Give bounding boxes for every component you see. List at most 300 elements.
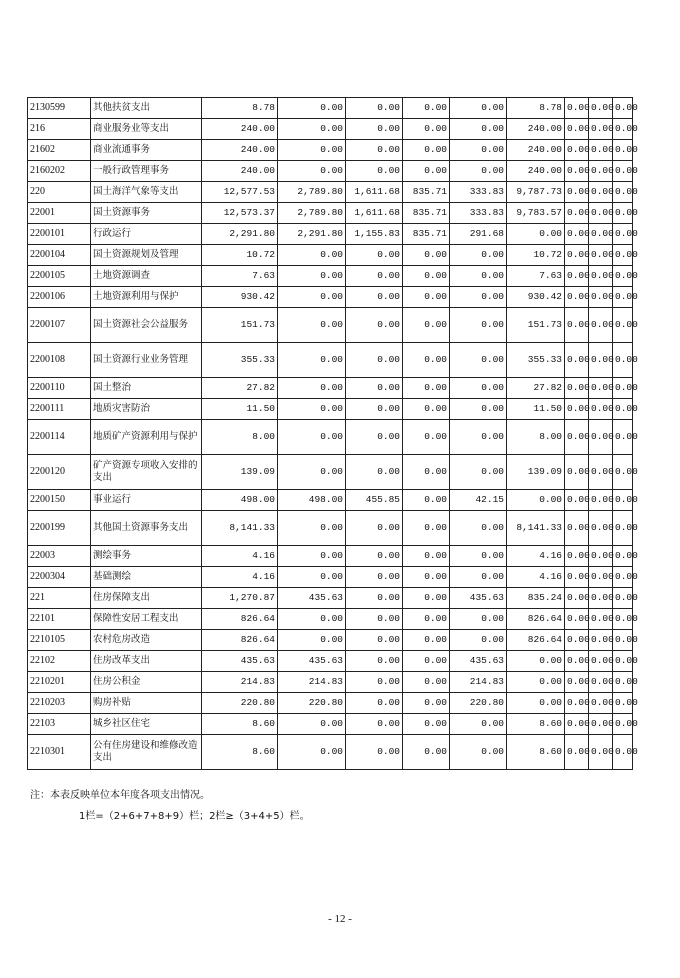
amount-cell-col-8: 0.00 <box>589 420 613 455</box>
table-row <box>28 511 633 546</box>
amount-cell-col-2: 214.83 <box>278 672 346 693</box>
subject-code: 2210203 <box>28 693 91 714</box>
amount-cell-col-4: 0.00 <box>403 287 450 308</box>
subject-name: 国土整治 <box>91 378 202 399</box>
amount-cell-col-3: 0.00 <box>346 567 403 588</box>
amount-cell-col-9: 0.00 <box>613 735 633 770</box>
amount-cell-col-9: 0.00 <box>613 119 633 140</box>
amount-cell-col-4: 0.00 <box>403 378 450 399</box>
amount-cell-col-9: 0.00 <box>613 651 633 672</box>
amount-cell-col-5: 435.63 <box>450 651 507 672</box>
amount-cell-col-1: 8.78 <box>202 98 278 119</box>
amount-cell-col-9: 0.00 <box>613 511 633 546</box>
amount-cell-col-1: 240.00 <box>202 161 278 182</box>
amount-cell-col-2: 435.63 <box>278 588 346 609</box>
subject-name: 购房补贴 <box>91 693 202 714</box>
subject-name: 基础测绘 <box>91 567 202 588</box>
amount-cell-col-6: 9,787.73 <box>507 182 565 203</box>
table-row <box>28 588 633 609</box>
amount-cell-col-4: 0.00 <box>403 546 450 567</box>
subject-name: 行政运行 <box>91 224 202 245</box>
amount-cell-col-8: 0.00 <box>589 609 613 630</box>
table-row <box>28 420 633 455</box>
table-row <box>28 161 633 182</box>
amount-cell-col-6: 0.00 <box>507 224 565 245</box>
amount-cell-col-3: 0.00 <box>346 308 403 343</box>
amount-cell-col-1: 355.33 <box>202 343 278 378</box>
amount-cell-col-2: 0.00 <box>278 511 346 546</box>
amount-cell-col-4: 0.00 <box>403 140 450 161</box>
subject-name: 国土资源行业业务管理 <box>91 343 202 378</box>
amount-cell-col-7: 0.00 <box>565 98 589 119</box>
table-row <box>28 224 633 245</box>
amount-cell-col-5: 0.00 <box>450 161 507 182</box>
table-row <box>28 287 633 308</box>
amount-cell-col-2: 2,291.80 <box>278 224 346 245</box>
amount-cell-col-7: 0.00 <box>565 245 589 266</box>
amount-cell-col-6: 0.00 <box>507 490 565 511</box>
amount-cell-col-5: 333.83 <box>450 203 507 224</box>
amount-cell-col-5: 0.00 <box>450 308 507 343</box>
subject-code: 2200120 <box>28 455 91 490</box>
amount-cell-col-1: 10.72 <box>202 245 278 266</box>
amount-cell-col-7: 0.00 <box>565 455 589 490</box>
amount-cell-col-6: 0.00 <box>507 651 565 672</box>
amount-cell-col-8: 0.00 <box>589 98 613 119</box>
amount-cell-col-9: 0.00 <box>613 266 633 287</box>
amount-cell-col-4: 0.00 <box>403 672 450 693</box>
amount-cell-col-6: 4.16 <box>507 546 565 567</box>
subject-code: 2200101 <box>28 224 91 245</box>
subject-code: 2200108 <box>28 343 91 378</box>
amount-cell-col-1: 930.42 <box>202 287 278 308</box>
amount-cell-col-7: 0.00 <box>565 714 589 735</box>
subject-name: 住房保障支出 <box>91 588 202 609</box>
amount-cell-col-4: 835.71 <box>403 203 450 224</box>
amount-cell-col-2: 0.00 <box>278 287 346 308</box>
subject-code: 2200114 <box>28 420 91 455</box>
amount-cell-col-9: 0.00 <box>613 203 633 224</box>
table-row <box>28 693 633 714</box>
amount-cell-col-2: 0.00 <box>278 455 346 490</box>
amount-cell-col-8: 0.00 <box>589 161 613 182</box>
amount-cell-col-8: 0.00 <box>589 735 613 770</box>
amount-cell-col-8: 0.00 <box>589 588 613 609</box>
amount-cell-col-1: 8.60 <box>202 714 278 735</box>
amount-cell-col-4: 0.00 <box>403 511 450 546</box>
subject-code: 21602 <box>28 140 91 161</box>
amount-cell-col-9: 0.00 <box>613 308 633 343</box>
amount-cell-col-2: 498.00 <box>278 490 346 511</box>
amount-cell-col-1: 826.64 <box>202 630 278 651</box>
amount-cell-col-6: 8.00 <box>507 420 565 455</box>
amount-cell-col-2: 2,789.80 <box>278 182 346 203</box>
subject-name: 地质矿产资源利用与保护 <box>91 420 202 455</box>
amount-cell-col-9: 0.00 <box>613 490 633 511</box>
subject-name: 其他扶贫支出 <box>91 98 202 119</box>
amount-cell-col-5: 220.80 <box>450 693 507 714</box>
amount-cell-col-9: 0.00 <box>613 343 633 378</box>
amount-cell-col-5: 0.00 <box>450 98 507 119</box>
subject-code: 22102 <box>28 651 91 672</box>
amount-cell-col-8: 0.00 <box>589 546 613 567</box>
amount-cell-col-4: 0.00 <box>403 343 450 378</box>
amount-cell-col-3: 0.00 <box>346 161 403 182</box>
table-row <box>28 98 633 119</box>
amount-cell-col-2: 0.00 <box>278 567 346 588</box>
amount-cell-col-3: 0.00 <box>346 546 403 567</box>
amount-cell-col-8: 0.00 <box>589 378 613 399</box>
amount-cell-col-8: 0.00 <box>589 343 613 378</box>
amount-cell-col-7: 0.00 <box>565 161 589 182</box>
table-row <box>28 266 633 287</box>
amount-cell-col-5: 0.00 <box>450 609 507 630</box>
amount-cell-col-7: 0.00 <box>565 567 589 588</box>
amount-cell-col-9: 0.00 <box>613 588 633 609</box>
amount-cell-col-4: 0.00 <box>403 455 450 490</box>
amount-cell-col-2: 0.00 <box>278 378 346 399</box>
amount-cell-col-5: 0.00 <box>450 735 507 770</box>
amount-cell-col-4: 0.00 <box>403 98 450 119</box>
amount-cell-col-9: 0.00 <box>613 567 633 588</box>
amount-cell-col-8: 0.00 <box>589 511 613 546</box>
amount-cell-col-4: 0.00 <box>403 735 450 770</box>
amount-cell-col-3: 0.00 <box>346 245 403 266</box>
subject-code: 2200106 <box>28 287 91 308</box>
amount-cell-col-6: 835.24 <box>507 588 565 609</box>
amount-cell-col-8: 0.00 <box>589 455 613 490</box>
amount-cell-col-2: 0.00 <box>278 420 346 455</box>
table-row <box>28 343 633 378</box>
amount-cell-col-6: 240.00 <box>507 140 565 161</box>
amount-cell-col-9: 0.00 <box>613 161 633 182</box>
amount-cell-col-2: 0.00 <box>278 609 346 630</box>
amount-cell-col-4: 835.71 <box>403 182 450 203</box>
amount-cell-col-4: 0.00 <box>403 567 450 588</box>
amount-cell-col-5: 0.00 <box>450 266 507 287</box>
subject-name: 农村危房改造 <box>91 630 202 651</box>
table-row <box>28 490 633 511</box>
amount-cell-col-2: 0.00 <box>278 98 346 119</box>
amount-cell-col-4: 0.00 <box>403 630 450 651</box>
page-number: - 12 - <box>328 913 352 925</box>
subject-code: 22003 <box>28 546 91 567</box>
amount-cell-col-7: 0.00 <box>565 308 589 343</box>
amount-cell-col-6: 240.00 <box>507 119 565 140</box>
amount-cell-col-8: 0.00 <box>589 308 613 343</box>
amount-cell-col-9: 0.00 <box>613 714 633 735</box>
amount-cell-col-7: 0.00 <box>565 609 589 630</box>
table-note: 注：本表反映单位本年度各项支出情况。 <box>30 790 210 801</box>
amount-cell-col-4: 0.00 <box>403 714 450 735</box>
amount-cell-col-8: 0.00 <box>589 672 613 693</box>
amount-cell-col-8: 0.00 <box>589 119 613 140</box>
amount-cell-col-3: 0.00 <box>346 714 403 735</box>
amount-cell-col-7: 0.00 <box>565 182 589 203</box>
amount-cell-col-6: 9,783.57 <box>507 203 565 224</box>
amount-cell-col-2: 0.00 <box>278 161 346 182</box>
subject-name: 土地资源调查 <box>91 266 202 287</box>
amount-cell-col-9: 0.00 <box>613 224 633 245</box>
amount-cell-col-4: 0.00 <box>403 119 450 140</box>
amount-cell-col-5: 0.00 <box>450 714 507 735</box>
amount-cell-col-5: 0.00 <box>450 511 507 546</box>
subject-code: 22001 <box>28 203 91 224</box>
subject-name: 商业服务业等支出 <box>91 119 202 140</box>
amount-cell-col-1: 7.63 <box>202 266 278 287</box>
subject-code: 22101 <box>28 609 91 630</box>
table-row <box>28 672 633 693</box>
amount-cell-col-7: 0.00 <box>565 119 589 140</box>
amount-cell-col-1: 498.00 <box>202 490 278 511</box>
amount-cell-col-3: 0.00 <box>346 511 403 546</box>
amount-cell-col-1: 2,291.80 <box>202 224 278 245</box>
amount-cell-col-7: 0.00 <box>565 224 589 245</box>
amount-cell-col-9: 0.00 <box>613 672 633 693</box>
subject-name: 国土资源规划及管理 <box>91 245 202 266</box>
amount-cell-col-8: 0.00 <box>589 630 613 651</box>
subject-name: 一般行政管理事务 <box>91 161 202 182</box>
subject-code: 2210105 <box>28 630 91 651</box>
amount-cell-col-5: 333.83 <box>450 182 507 203</box>
subject-name: 事业运行 <box>91 490 202 511</box>
amount-cell-col-6: 7.63 <box>507 266 565 287</box>
amount-cell-col-7: 0.00 <box>565 266 589 287</box>
amount-cell-col-5: 0.00 <box>450 399 507 420</box>
amount-cell-col-2: 0.00 <box>278 140 346 161</box>
amount-cell-col-5: 435.63 <box>450 588 507 609</box>
amount-cell-col-5: 42.15 <box>450 490 507 511</box>
amount-cell-col-3: 0.00 <box>346 119 403 140</box>
amount-cell-col-4: 0.00 <box>403 399 450 420</box>
amount-cell-col-7: 0.00 <box>565 420 589 455</box>
table-row <box>28 714 633 735</box>
amount-cell-col-6: 8.60 <box>507 714 565 735</box>
amount-cell-col-1: 139.09 <box>202 455 278 490</box>
amount-cell-col-7: 0.00 <box>565 630 589 651</box>
amount-cell-col-2: 0.00 <box>278 119 346 140</box>
amount-cell-col-3: 0.00 <box>346 693 403 714</box>
amount-cell-col-6: 0.00 <box>507 672 565 693</box>
amount-cell-col-7: 0.00 <box>565 203 589 224</box>
amount-cell-col-1: 8.60 <box>202 735 278 770</box>
amount-cell-col-7: 0.00 <box>565 511 589 546</box>
subject-code: 2200107 <box>28 308 91 343</box>
amount-cell-col-2: 0.00 <box>278 546 346 567</box>
subject-code: 2200111 <box>28 399 91 420</box>
amount-cell-col-8: 0.00 <box>589 140 613 161</box>
amount-cell-col-8: 0.00 <box>589 245 613 266</box>
amount-cell-col-2: 0.00 <box>278 343 346 378</box>
subject-name: 其他国土资源事务支出 <box>91 511 202 546</box>
subject-code: 2200104 <box>28 245 91 266</box>
table-row <box>28 735 633 770</box>
subject-name: 住房公积金 <box>91 672 202 693</box>
subject-code: 2200304 <box>28 567 91 588</box>
amount-cell-col-1: 220.80 <box>202 693 278 714</box>
amount-cell-col-4: 0.00 <box>403 245 450 266</box>
amount-cell-col-3: 0.00 <box>346 266 403 287</box>
amount-cell-col-8: 0.00 <box>589 651 613 672</box>
table-row <box>28 182 633 203</box>
subject-name: 地质灾害防治 <box>91 399 202 420</box>
amount-cell-col-2: 220.80 <box>278 693 346 714</box>
amount-cell-col-4: 0.00 <box>403 693 450 714</box>
amount-cell-col-3: 0.00 <box>346 98 403 119</box>
amount-cell-col-3: 0.00 <box>346 378 403 399</box>
subject-code: 2200105 <box>28 266 91 287</box>
amount-cell-col-3: 0.00 <box>346 420 403 455</box>
amount-cell-col-5: 0.00 <box>450 420 507 455</box>
amount-cell-col-8: 0.00 <box>589 203 613 224</box>
subject-name: 公有住房建设和维修改造支出 <box>91 735 202 770</box>
amount-cell-col-6: 27.82 <box>507 378 565 399</box>
amount-cell-col-3: 0.00 <box>346 651 403 672</box>
amount-cell-col-7: 0.00 <box>565 735 589 770</box>
amount-cell-col-1: 11.50 <box>202 399 278 420</box>
subject-name: 土地资源利用与保护 <box>91 287 202 308</box>
amount-cell-col-3: 0.00 <box>346 588 403 609</box>
amount-cell-col-1: 4.16 <box>202 546 278 567</box>
amount-cell-col-6: 826.64 <box>507 609 565 630</box>
amount-cell-col-1: 435.63 <box>202 651 278 672</box>
amount-cell-col-3: 0.00 <box>346 399 403 420</box>
amount-cell-col-2: 0.00 <box>278 735 346 770</box>
amount-cell-col-5: 291.68 <box>450 224 507 245</box>
amount-cell-col-7: 0.00 <box>565 588 589 609</box>
amount-cell-col-6: 8.78 <box>507 98 565 119</box>
amount-cell-col-5: 0.00 <box>450 245 507 266</box>
amount-cell-col-5: 0.00 <box>450 567 507 588</box>
table-row <box>28 378 633 399</box>
subject-code: 2160202 <box>28 161 91 182</box>
amount-cell-col-6: 355.33 <box>507 343 565 378</box>
amount-cell-col-4: 0.00 <box>403 266 450 287</box>
table-row <box>28 119 633 140</box>
amount-cell-col-1: 240.00 <box>202 119 278 140</box>
table-row <box>28 399 633 420</box>
amount-cell-col-5: 0.00 <box>450 455 507 490</box>
amount-cell-col-1: 151.73 <box>202 308 278 343</box>
amount-cell-col-9: 0.00 <box>613 609 633 630</box>
amount-cell-col-9: 0.00 <box>613 378 633 399</box>
amount-cell-col-3: 0.00 <box>346 672 403 693</box>
amount-cell-col-4: 0.00 <box>403 308 450 343</box>
subject-name: 国土资源社会公益服务 <box>91 308 202 343</box>
subject-code: 2200199 <box>28 511 91 546</box>
amount-cell-col-6: 8,141.33 <box>507 511 565 546</box>
subject-code: 2210201 <box>28 672 91 693</box>
amount-cell-col-8: 0.00 <box>589 182 613 203</box>
amount-cell-col-6: 930.42 <box>507 287 565 308</box>
amount-cell-col-9: 0.00 <box>613 546 633 567</box>
amount-cell-col-4: 0.00 <box>403 490 450 511</box>
amount-cell-col-6: 10.72 <box>507 245 565 266</box>
amount-cell-col-6: 151.73 <box>507 308 565 343</box>
amount-cell-col-3: 1,155.83 <box>346 224 403 245</box>
amount-cell-col-3: 1,611.68 <box>346 203 403 224</box>
amount-cell-col-7: 0.00 <box>565 672 589 693</box>
subject-code: 22103 <box>28 714 91 735</box>
table-row <box>28 203 633 224</box>
amount-cell-col-9: 0.00 <box>613 399 633 420</box>
amount-cell-col-3: 0.00 <box>346 609 403 630</box>
table-row <box>28 630 633 651</box>
amount-cell-col-3: 0.00 <box>346 455 403 490</box>
amount-cell-col-3: 0.00 <box>346 735 403 770</box>
expenditure-table <box>27 97 638 770</box>
amount-cell-col-3: 1,611.68 <box>346 182 403 203</box>
amount-cell-col-3: 0.00 <box>346 140 403 161</box>
amount-cell-col-8: 0.00 <box>589 266 613 287</box>
amount-cell-col-1: 8.00 <box>202 420 278 455</box>
amount-cell-col-4: 0.00 <box>403 161 450 182</box>
amount-cell-col-9: 0.00 <box>613 287 633 308</box>
amount-cell-col-4: 0.00 <box>403 651 450 672</box>
amount-cell-col-2: 0.00 <box>278 245 346 266</box>
subject-code: 220 <box>28 182 91 203</box>
table-row <box>28 567 633 588</box>
table-row <box>28 651 633 672</box>
table-row <box>28 140 633 161</box>
amount-cell-col-6: 139.09 <box>507 455 565 490</box>
amount-cell-col-3: 455.85 <box>346 490 403 511</box>
amount-cell-col-3: 0.00 <box>346 343 403 378</box>
amount-cell-col-7: 0.00 <box>565 343 589 378</box>
subject-name: 国土资源事务 <box>91 203 202 224</box>
amount-cell-col-8: 0.00 <box>589 287 613 308</box>
amount-cell-col-6: 240.00 <box>507 161 565 182</box>
amount-cell-col-7: 0.00 <box>565 140 589 161</box>
amount-cell-col-2: 0.00 <box>278 630 346 651</box>
amount-cell-col-2: 0.00 <box>278 399 346 420</box>
amount-cell-col-9: 0.00 <box>613 455 633 490</box>
subject-code: 216 <box>28 119 91 140</box>
amount-cell-col-6: 8.60 <box>507 735 565 770</box>
amount-cell-col-8: 0.00 <box>589 567 613 588</box>
amount-cell-col-7: 0.00 <box>565 546 589 567</box>
column-formula-note: 1栏=（2+6+7+8+9）栏；2栏≥（3+4+5）栏。 <box>79 811 310 822</box>
amount-cell-col-2: 2,789.80 <box>278 203 346 224</box>
amount-cell-col-9: 0.00 <box>613 630 633 651</box>
amount-cell-col-4: 0.00 <box>403 420 450 455</box>
subject-name: 住房改革支出 <box>91 651 202 672</box>
amount-cell-col-2: 435.63 <box>278 651 346 672</box>
amount-cell-col-8: 0.00 <box>589 224 613 245</box>
amount-cell-col-3: 0.00 <box>346 287 403 308</box>
amount-cell-col-1: 27.82 <box>202 378 278 399</box>
table-row <box>28 308 633 343</box>
amount-cell-col-5: 0.00 <box>450 343 507 378</box>
amount-cell-col-8: 0.00 <box>589 490 613 511</box>
subject-name: 商业流通事务 <box>91 140 202 161</box>
amount-cell-col-8: 0.00 <box>589 693 613 714</box>
subject-code: 2200150 <box>28 490 91 511</box>
amount-cell-col-7: 0.00 <box>565 378 589 399</box>
amount-cell-col-7: 0.00 <box>565 287 589 308</box>
amount-cell-col-6: 11.50 <box>507 399 565 420</box>
amount-cell-col-2: 0.00 <box>278 266 346 287</box>
amount-cell-col-7: 0.00 <box>565 490 589 511</box>
table-row <box>28 609 633 630</box>
amount-cell-col-2: 0.00 <box>278 714 346 735</box>
subject-name: 矿产资源专项收入安排的支出 <box>91 455 202 490</box>
amount-cell-col-7: 0.00 <box>565 399 589 420</box>
table-row <box>28 455 633 490</box>
subject-name: 国土海洋气象等支出 <box>91 182 202 203</box>
amount-cell-col-9: 0.00 <box>613 98 633 119</box>
subject-code: 2200110 <box>28 378 91 399</box>
